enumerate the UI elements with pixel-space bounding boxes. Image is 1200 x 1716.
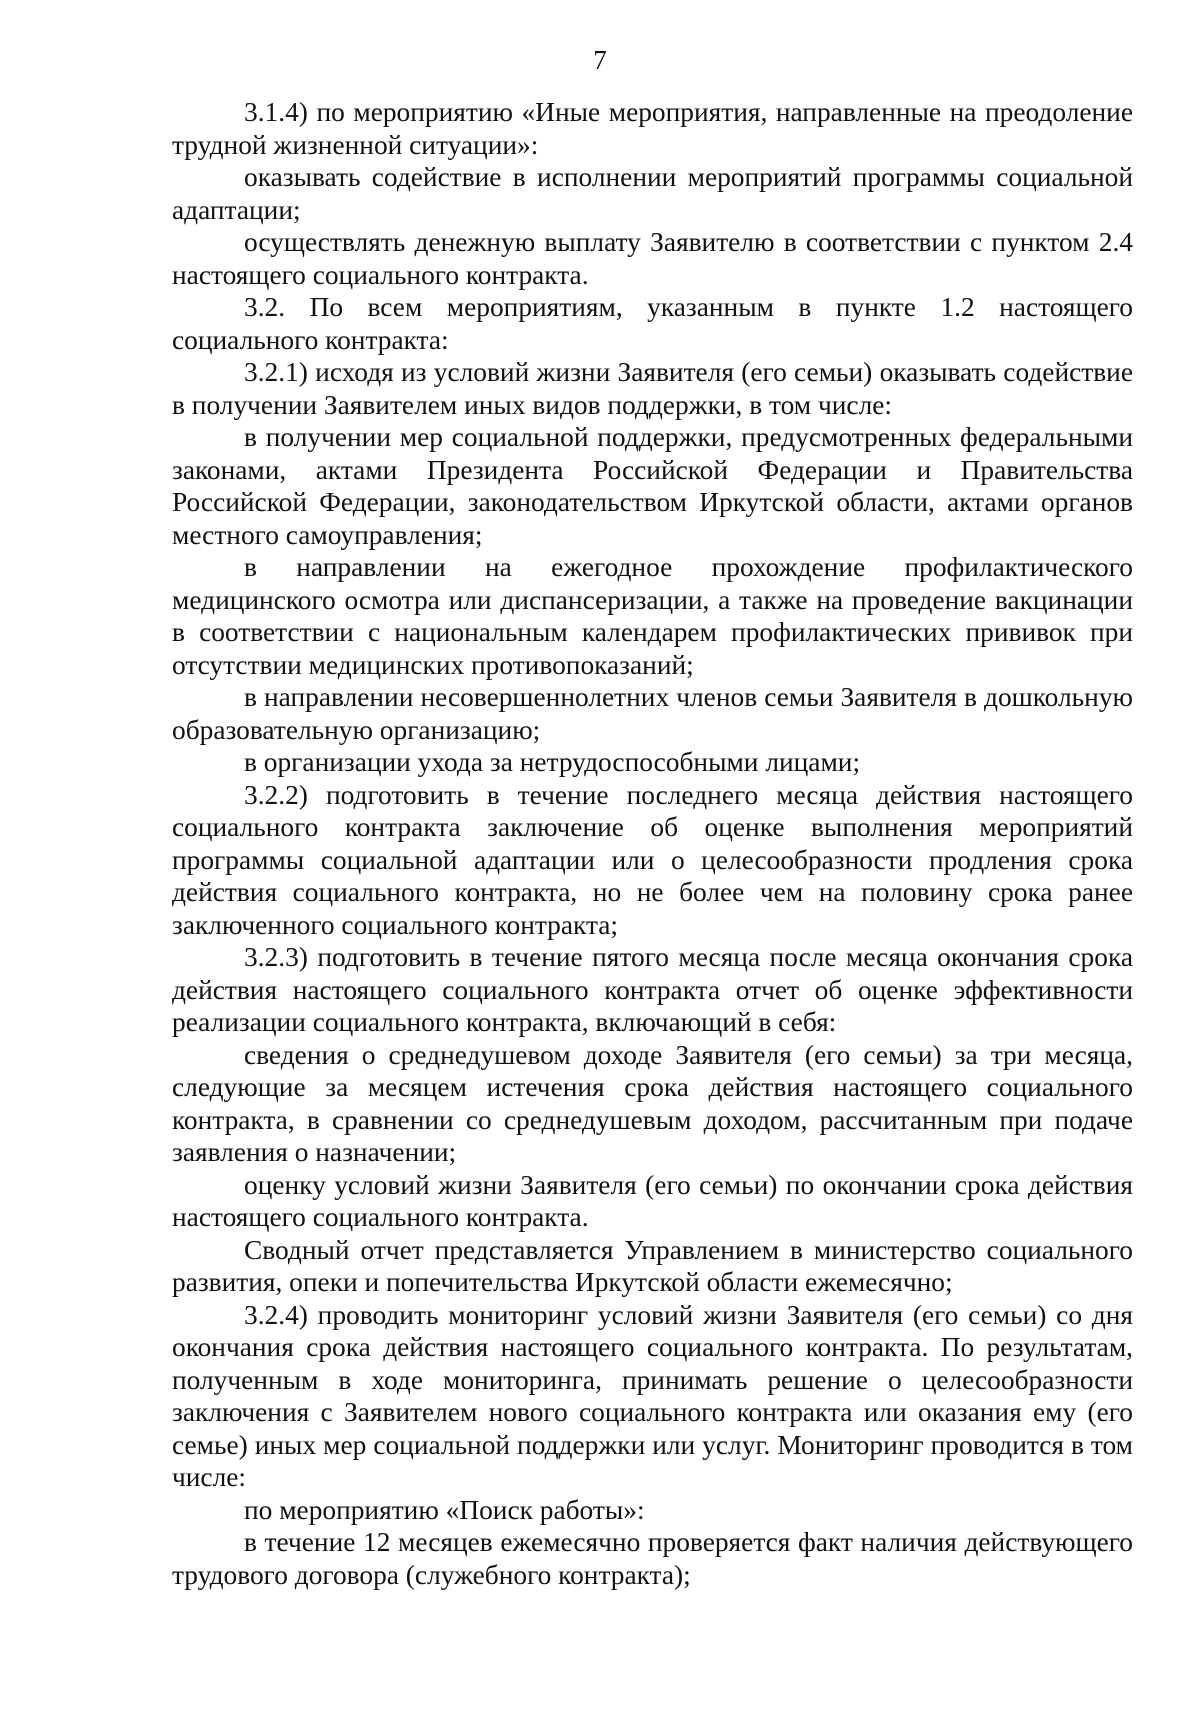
paragraph-care-organization: в организации ухода за нетрудоспособными лицами; (244, 747, 861, 777)
paragraph-summary-report: Сводный отчет представляется Управлением в министерство социального развития, опеки и попечительства Иркутской области ежемесячно; (172, 1234, 1133, 1297)
paragraph-cash-payment: осуществлять денежную выплату Заявителю в соответствии с пунктом 2.4 настоящего социального контракта. (172, 227, 1133, 290)
paragraph-3-2-2: 3.2.2) подготовить в течение последнего месяца действия настоящего социального контракта заключение об оценке выполнения мероприятий программы социальной адаптации или о целесообразности продления срока действия социального контракта, но не более чем на половину срока ранее заключенного социального контракта; (172, 779, 1133, 940)
paragraph-support-measures: в получении мер социальной поддержки, предусмотренных федеральными законами, актами Президента Российской Федерации и Правительства Российской Федерации, законодательством Иркутской области, актами органов местного самоуправления; (172, 422, 1133, 550)
page-number: 7 (593, 45, 607, 75)
paragraph-3-1-4: 3.1.4) по мероприятию «Иные мероприятия, направленные на преодоление трудной жизненной ситуации»: (172, 97, 1133, 160)
paragraph-assist-adaptation: оказывать содействие в исполнении мероприятий программы социальной адаптации; (172, 162, 1133, 225)
paragraph-3-2-3: 3.2.3) подготовить в течение пятого месяца после месяца окончания срока действия настоящего социального контракта отчет об оценке эффективности реализации социального контракта, включающий в себя: (172, 942, 1133, 1037)
paragraph-living-conditions: оценку условий жизни Заявителя (его семьи) по окончании срока действия настоящего социального контракта. (172, 1169, 1133, 1232)
paragraph-3-2: 3.2. По всем мероприятиям, указанным в пункте 1.2 настоящего социального контракта: (172, 292, 1133, 355)
paragraph-medical-examination: в направлении на ежегодное прохождение профилактического медицинского осмотра или диспансеризации, а также на проведение вакцинации в соответствии с национальным календарем профилактических прививок при отсутствии медицинских противопоказаний; (172, 552, 1133, 680)
paragraph-preschool: в направлении несовершеннолетних членов семьи Заявителя в дошкольную образовательную организацию; (172, 682, 1133, 745)
document-body (172, 96, 1133, 1591)
paragraph-3-2-4: 3.2.4) проводить мониторинг условий жизни Заявителя (его семьи) со дня окончания срока действия настоящего социального контракта. По результатам, полученным в ходе мониторинга, принимать решение о целесообразности заключения с Заявителем нового социального контракта или оказания ему (его семье) иных мер социальной поддержки или услуг. Мониторинг проводится в том числе: (172, 1299, 1133, 1492)
paragraph-employment-check: в течение 12 месяцев ежемесячно проверяется факт наличия действующего трудового договора (служебного контракта); (172, 1527, 1133, 1590)
paragraph-income-info: сведения о среднедушевом доходе Заявителя (его семьи) за три месяца, следующие за месяцем истечения срока действия настоящего социального контракта, в сравнении со среднедушевым доходом, рассчитанным при подаче заявления о назначении; (172, 1039, 1133, 1167)
paragraph-job-search: по мероприятию «Поиск работы»: (244, 1494, 645, 1525)
paragraph-3-2-1: 3.2.1) исходя из условий жизни Заявителя (его семьи) оказывать содействие в получении Заявителем иных видов поддержки, в том числе: (172, 357, 1133, 420)
